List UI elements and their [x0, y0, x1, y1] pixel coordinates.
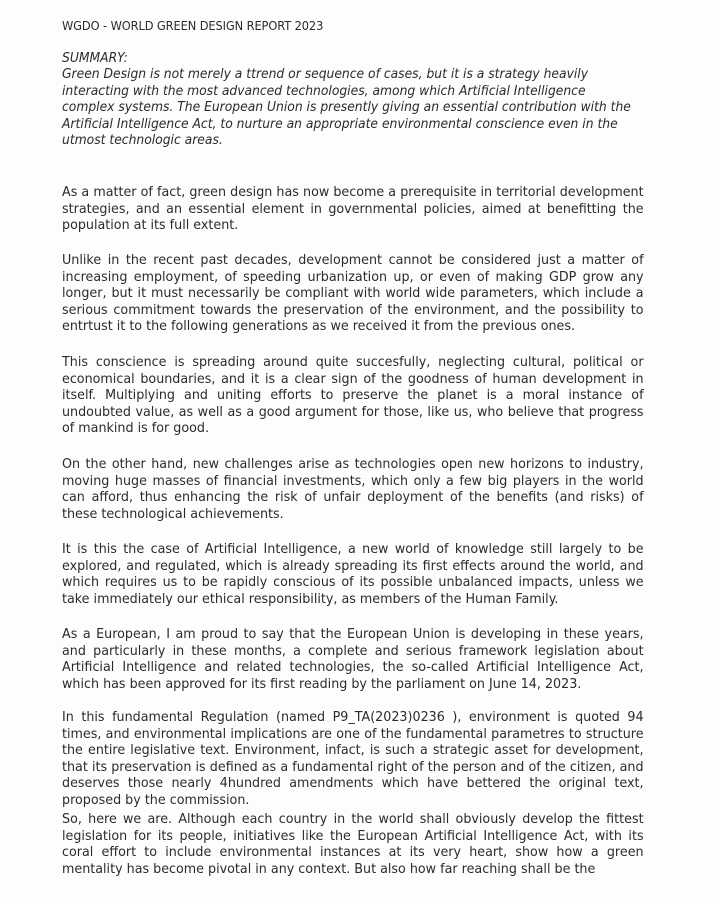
summary-text: Green Design is not merely a ttrend or sequence of cases, but it is a strategy heavily interacting with the most advanced technologies, among which Artificial Intelligence complex systems. The European Union is presently giving an essential contribution with the Artificial Intelligence Act, to nurture an appropriate environmental conscience even in the utmost technologic areas. [62, 67, 631, 149]
summary-block [62, 51, 642, 149]
paragraph: In this fundamental Regulation (named P9_TA(2023)0236 ), environment is quoted 94 times, and environmental implications are one of the fundamental parametres to structure the entire legislative text. Environment, infact, is such a strategic asset for development, that its preservation is defined as a fundamental right of the person and of the citizen, and deserves those nearly 4hundred amendments which have bettered the original text, proposed by the commission. [62, 709, 644, 808]
summary-label: SUMMARY: [62, 51, 128, 66]
paragraph: As a matter of fact, green design has now become a prerequisite in territorial development strategies, and an essential element in governmental policies, aimed at benefitting the population at its full extent. [62, 184, 644, 234]
paragraph: This conscience is spreading around quite succesfully, neglecting cultural, political or economical boundaries, and it is a clear sign of the goodness of human development in itself. Multiplying and uniting efforts to preserve the planet is a moral instance of undoubted value, as well as a good argument for those, like us, who believe that progress of mankind is for good. [62, 354, 644, 437]
paragraph: So, here we are. Although each country in the world shall obviously develop the fittest legislation for its people, initiatives like the European Artificial Intelligence Act, with its coral effort to include environmental instances at its very heart, show how a green mentality has become pivotal in any context. But also how far reaching shall be the [62, 811, 644, 877]
paragraph: As a European, I am proud to say that the European Union is developing in these years, and particularly in these months, a complete and serious framework legislation about Artificial Intelligence and related technologies, the so-called Artificial Intelligence Act, which has been approved for its first reading by the parliament on June 14, 2023. [62, 626, 644, 692]
paragraph: On the other hand, new challenges arise as technologies open new horizons to industry, moving huge masses of financial investments, which only a few big players in the world can afford, thus enhancing the risk of unfair deployment of the benefits (and risks) of these technological achievements. [62, 456, 644, 522]
report-title: WGDO - WORLD GREEN DESIGN REPORT 2023 [62, 18, 324, 33]
paragraph: Unlike in the recent past decades, development cannot be considered just a matter of increasing employment, of speeding urbanization up, or even of making GDP grow any longer, but it must necessarily be compliant with world wide parameters, which include a serious commitment towards the preservation of the environment, and the possibility to entrtust it to the following generations as we received it from the previous ones. [62, 252, 644, 335]
paragraph: It is this the case of Artificial Intelligence, a new world of knowledge still largely to be explored, and regulated, which is already spreading its first effects around the world, and which requires us to be rapidly conscious of its possible unbalanced impacts, unless we take immediately our ethical responsibility, as members of the Human Family. [62, 541, 644, 607]
